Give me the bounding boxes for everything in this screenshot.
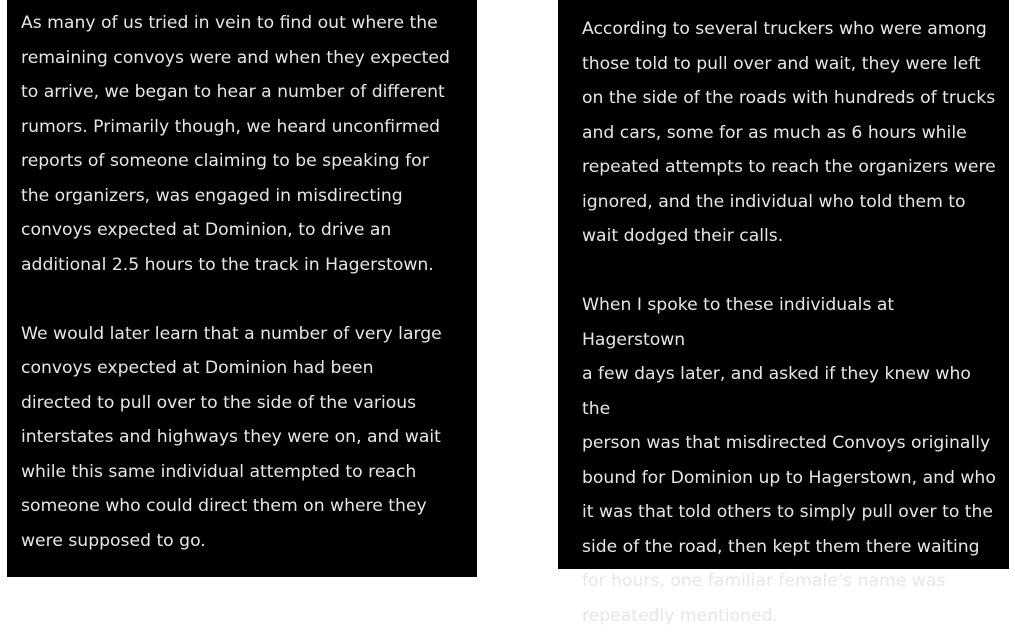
left-text-panel — [7, 0, 477, 577]
right-text-panel — [558, 0, 1009, 626]
right-paragraph-1: According to several truckers who were among those told to pull over and wait, they were left on the side of the roads with hundreds of trucks and cars, some for as much as 6 hours while repeated attempts to reach the organizers were ignored, and the individual who told them to wait dodged their calls. — [582, 19, 996, 246]
right-paragraph-2: When I spoke to these individuals at Hagerstown a few days later, and asked if they knew who the person was that misdirected Convoys originally bound for Dominion up to Hagerstown, and who it was that told others to simply pull over to the side of the road, then kept them there waiting for hours, one familiar female’s name was repeatedly mentioned. — [582, 295, 996, 626]
left-paragraph-2: We would later learn that a number of very large convoys expected at Dominion had been directed to pull over to the side of the various interstates and highways they were on, and wait while this same individual attempted to reach someone who could direct them on where they were supposed to go. — [21, 323, 442, 551]
left-paragraph-1: As many of us tried in vein to find out where the remaining convoys were and when they expected to arrive, we began to hear a number of different rumors. Primarily though, we heard unconfirmed reports of someone claiming to be speaking for the organizers, was engaged in misdirecting convoys expected at Dominion, to drive an additional 2.5 hours to the track in Hagerstown. — [21, 13, 450, 275]
